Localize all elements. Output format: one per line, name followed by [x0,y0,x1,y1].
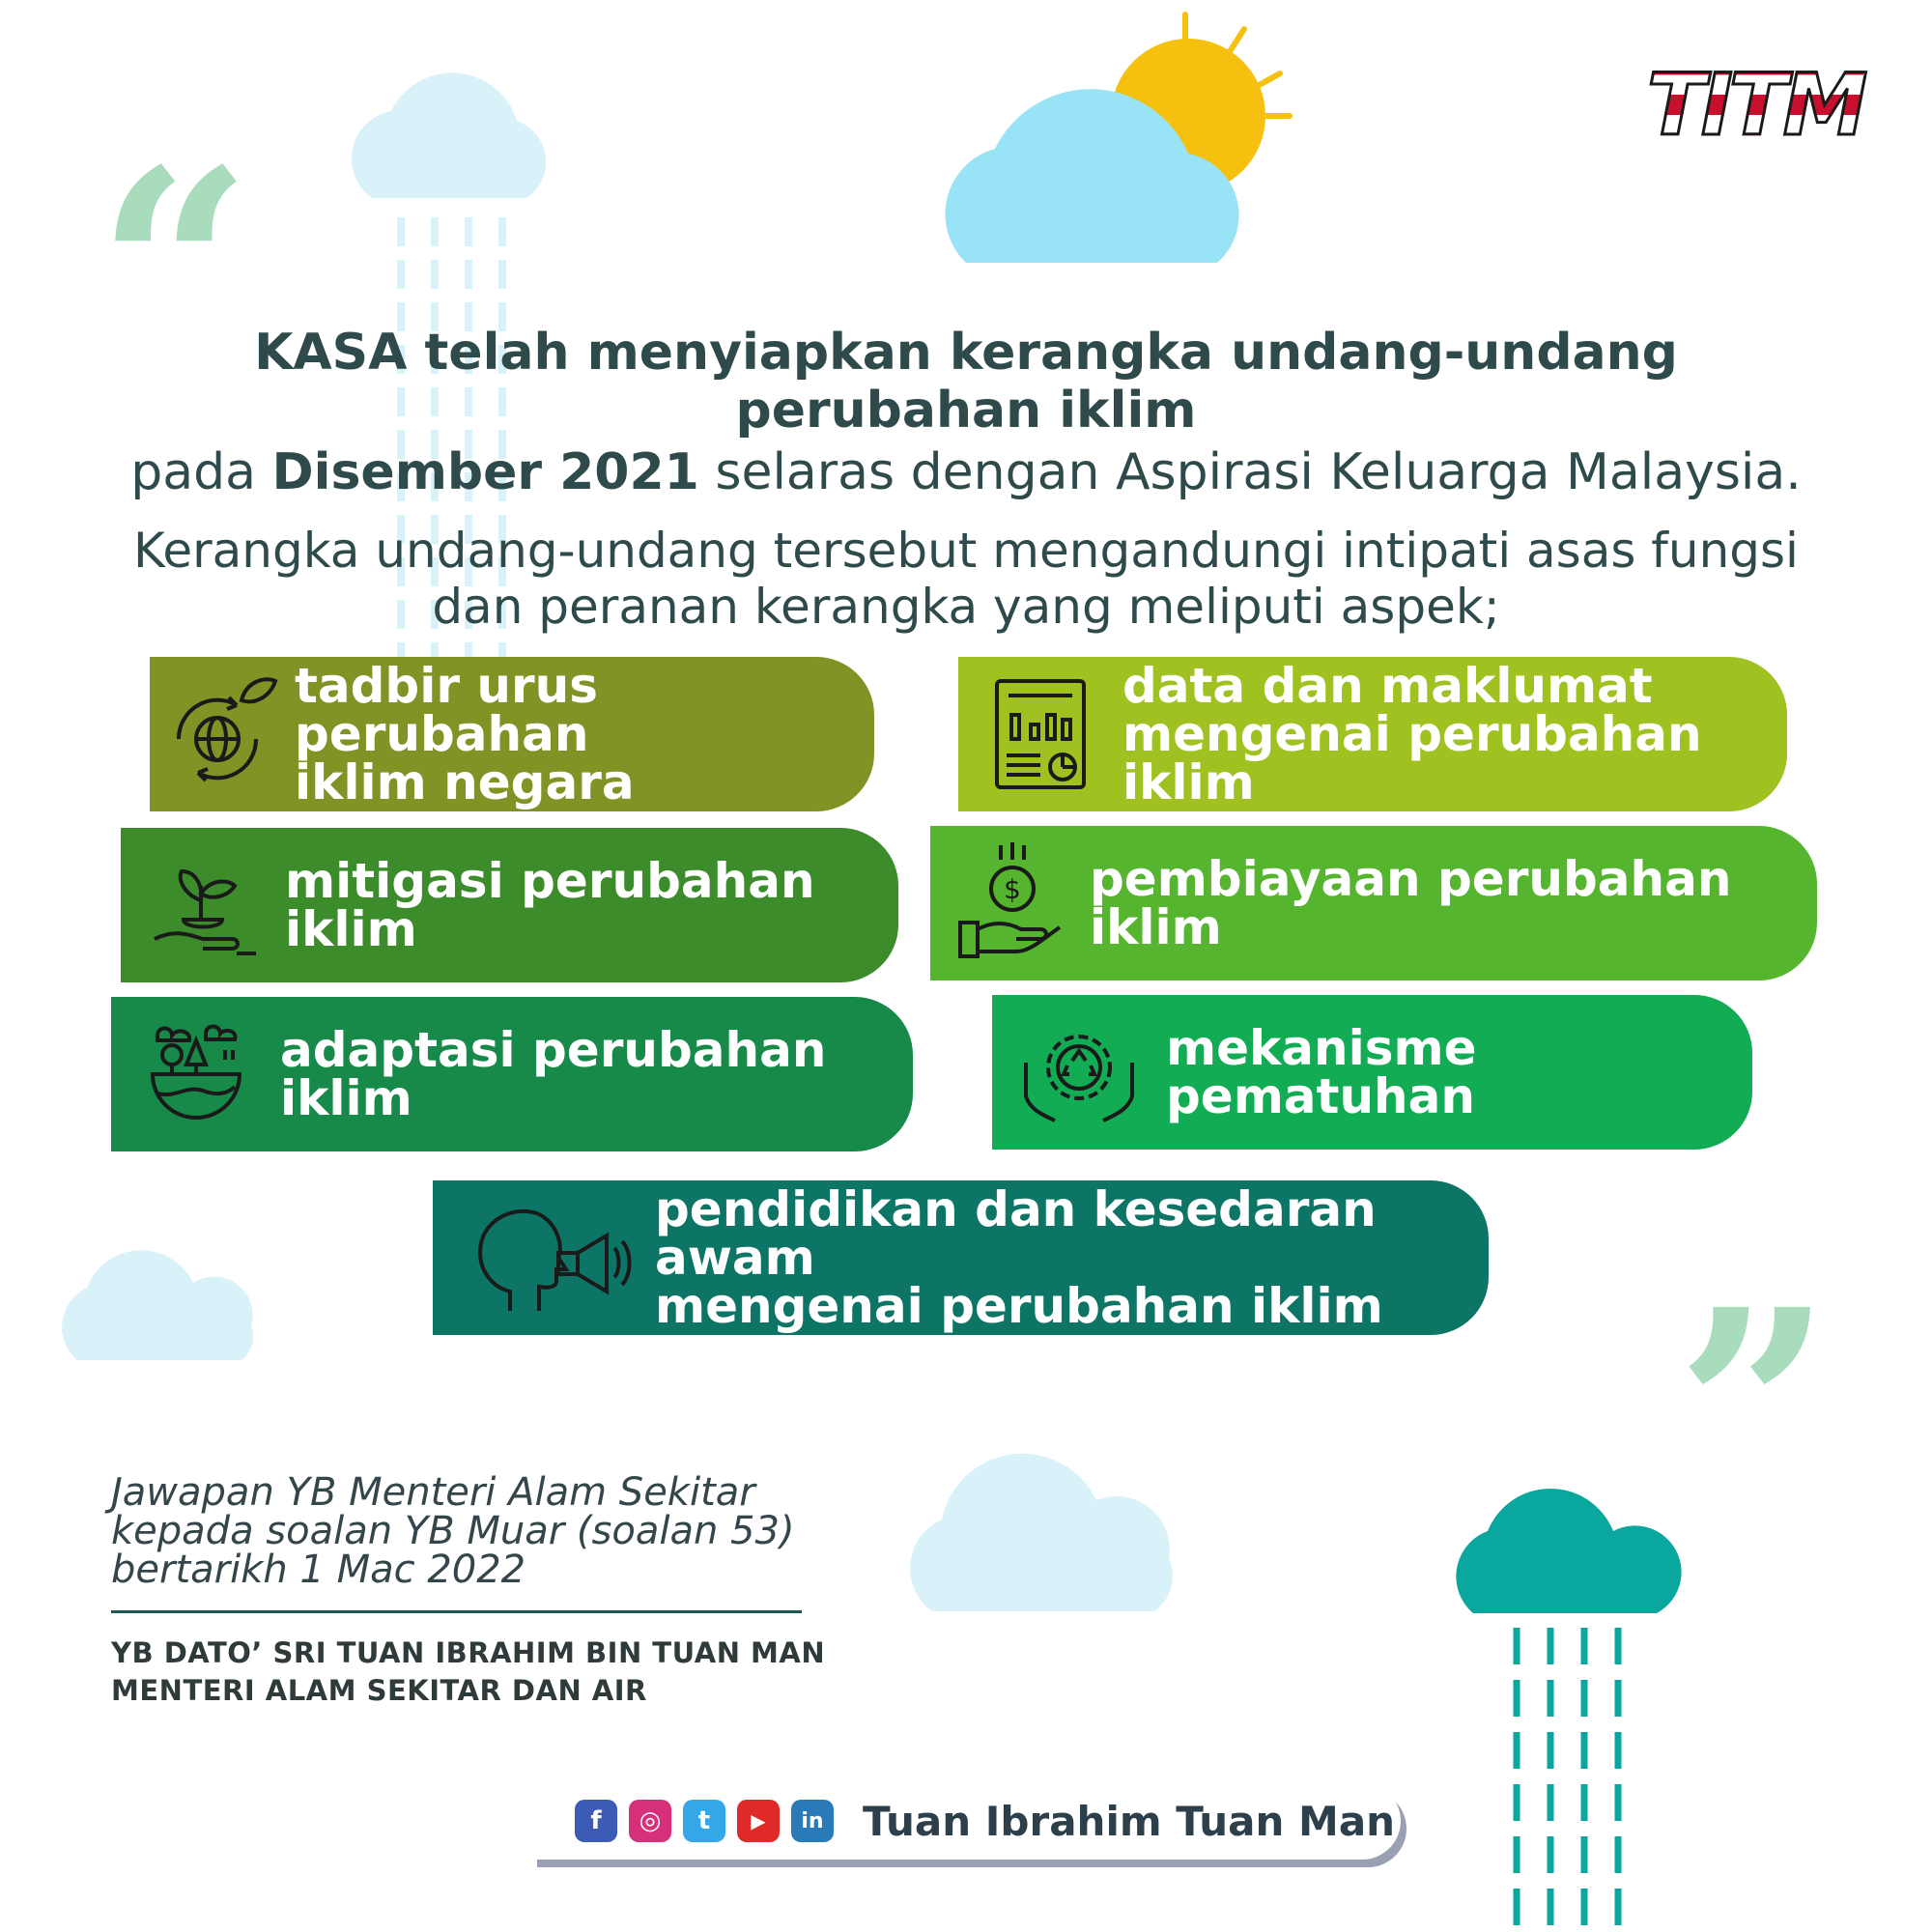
open-quote-icon: “ [97,111,253,429]
seedling-hand-icon [121,838,285,973]
close-quote-icon: ” [1676,1251,1833,1569]
intro-line-2: pada Disember 2021 selaras dengan Aspirasi Keluarga Malaysia. [130,443,1802,501]
aspect-adaptasi [111,997,913,1151]
source-citation [111,1470,795,1592]
aspect-label: adaptasi perubahan iklim [280,1022,827,1126]
aspect-label: pembiayaan perubahan iklim [1090,851,1732,955]
twitter-icon[interactable]: t [683,1800,725,1842]
signature [111,1634,825,1710]
recycle-gear-icon [992,1005,1166,1140]
youtube-icon[interactable]: ▶ [737,1800,780,1842]
rain-cloud-bottom-right [1454,1478,1686,1932]
data-report-icon [958,667,1122,802]
source-line-3: bertarikh 1 Mac 2022 [111,1548,526,1592]
aspect-label: mitigasi perubahan iklim [285,853,815,957]
cloud-bottom-center [903,1439,1193,1613]
titm-logo: TITM [1647,55,1864,155]
aspect-label: data dan maklumat mengenai perubahan iklim [1122,658,1702,810]
cloud-left-middle [58,1236,270,1362]
svg-text:$: $ [1003,873,1021,905]
footer-social-bar [531,1782,1401,1860]
speaker-megaphone-icon [433,1190,655,1325]
linkedin-icon[interactable]: in [791,1800,834,1842]
footer-account-name: Tuan Ibrahim Tuan Man [863,1797,1396,1845]
facebook-icon[interactable]: f [575,1800,617,1842]
globe-recycle-icon [150,667,295,802]
aspect-mitigasi [121,828,898,982]
signature-title: MENTERI ALAM SEKITAR DAN AIR [111,1674,647,1708]
intro-line-3: Kerangka undang-undang tersebut mengandungi intipati asas fungsi [133,523,1799,579]
intro-line-4: dan peranan kerangka yang meliputi aspek; [432,579,1500,635]
aspect-pendidikan [433,1180,1489,1335]
aspect-tadbir-urus [150,657,874,811]
money-hand-icon [930,836,1090,971]
aspect-pembiayaan [930,826,1817,980]
source-line-1: Jawapan YB Menteri Alam Sekitar [111,1470,755,1515]
aspect-label: mekanisme pematuhan [1166,1020,1477,1124]
aspect-mekanisme [992,995,1752,1150]
aspect-label: tadbir urus perubahan iklim negara [295,658,635,810]
aspect-data-maklumat [958,657,1787,811]
aspect-label: pendidikan dan kesedaran awam mengenai perubahan iklim [655,1181,1383,1334]
source-line-2: kepada soalan YB Muar (soalan 53) [111,1509,795,1553]
signature-name: YB DATO’ SRI TUAN IBRAHIM BIN TUAN MAN [111,1636,826,1669]
instagram-icon[interactable]: ◎ [629,1800,671,1842]
landscape-icon [111,1007,280,1142]
intro-text [97,324,1835,635]
intro-line-1: KASA telah menyiapkan kerangka undang-undang perubahan iklim [254,324,1678,440]
sun-cloud [927,10,1294,270]
divider [111,1610,802,1613]
